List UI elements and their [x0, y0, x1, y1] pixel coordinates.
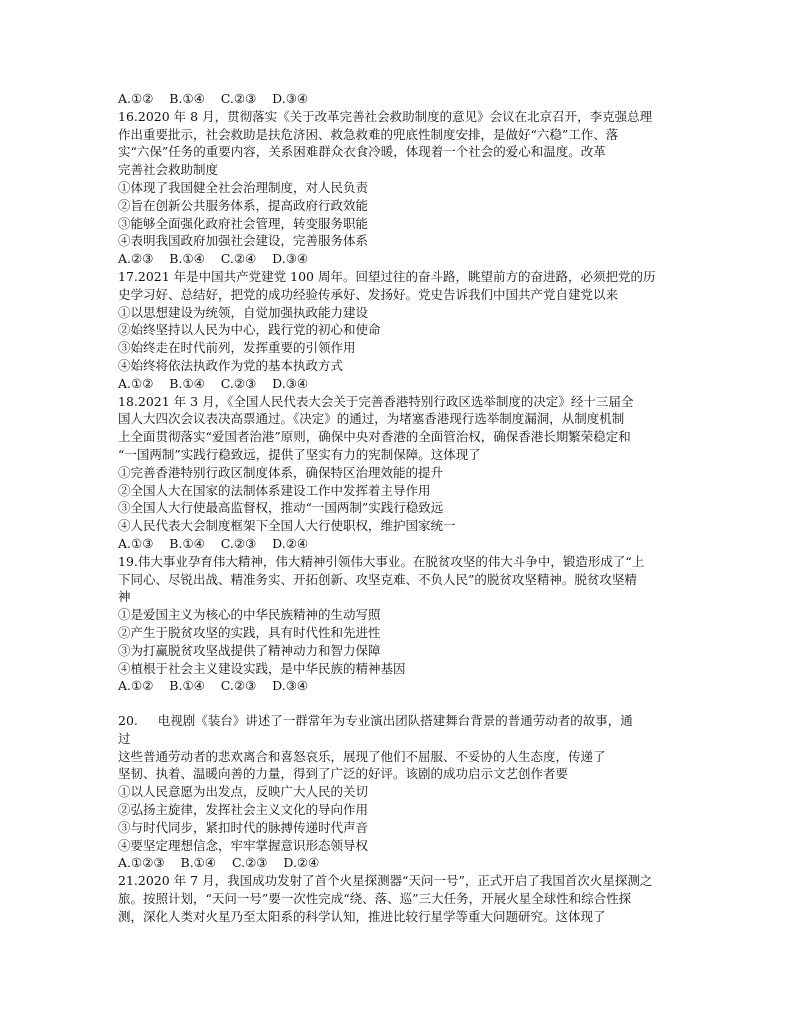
q17-stem-line: 17.2021 年是中国共产党建党 100 周年。回望过往的奋斗路，眺望前方的奋进路，必须把党的历 — [118, 268, 656, 284]
q17-choice-2: ②始终坚持以人民为中心，践行党的初心和使命 — [118, 322, 381, 338]
q20-choice-4: ④要坚定理想信念，牢牢掌握意识形态领导权 — [118, 837, 369, 853]
q20-stem-line: 这些普通劳动者的悲欢离合和喜怒哀乐，展现了他们不屈服、不妥协的人生态度，传递了 — [118, 748, 606, 764]
q19-choice-3: ③为打赢脱贫攻坚战提供了精神动力和智力保障 — [118, 642, 381, 658]
q18-stem-line: 上全面贯彻落实“爱国者治港”原则，确保中央对香港的全面管治权，确保香港长期繁荣稳定和 — [118, 429, 631, 445]
q15-options: A.①② B.①④ C.②③ D.③④ — [118, 91, 309, 106]
q18-choice-3: ③全国人大行使最高监督权，推动“一国两制”实践行稳致远 — [118, 500, 444, 516]
q20-choice-1: ①以人民意愿为出发点，反映广大人民的关切 — [118, 784, 369, 800]
q18-stem-line: 国人大四次会议表决高票通过。《决定》的通过，为堵塞香港现行选举制度漏洞，从制度机制 — [118, 411, 625, 427]
q16-choice-2: ②旨在创新公共服务体系，提高政府行政效能 — [118, 197, 369, 213]
q19-stem-line: 下同心、尽锐出战、精准务实、开拓创新、攻坚克难、不负人民”的脱贫攻坚精神。脱贫攻坚精 — [118, 571, 637, 587]
q21-stem-line: 测，深化人类对火星乃至太阳系的科学认知，推进比较行星学等重大问题研究。这体现了 — [118, 908, 606, 924]
q16-choice-4: ④表明我国政府加强社会建设，完善服务体系 — [118, 233, 369, 249]
q20-choice-2: ②弘扬主旋律，发挥社会主义文化的导向作用 — [118, 802, 369, 818]
question-18 — [118, 393, 678, 553]
q16-stem-line: 完善社会救助制度 — [118, 162, 219, 178]
q18-choice-2: ②全国人大在国家的法制体系建设工作中发挥着主导作用 — [118, 482, 431, 498]
q17-stem-line: 史学习好、总结好，把党的成功经验传承好、发扬好。党史告诉我们中国共产党自建党以来 — [118, 286, 619, 302]
q21-stem-line: 21.2020 年 7 月，我国成功发射了首个火星探测器“天问一号”，正式开启了我国首次火星探测之 — [118, 873, 653, 889]
exam-content — [118, 90, 678, 926]
q19-choice-2: ②产生于脱贫攻坚的实践，具有时代性和先进性 — [118, 624, 381, 640]
q16-stem-line: 实“六保”任务的重要内容，关系困难群众衣食冷暖，体现着一个社会的爱心和温度。改革 — [118, 144, 606, 160]
q17-choice-4: ④始终将依法执政作为党的基本执政方式 — [118, 357, 344, 373]
q19-choice-4: ④植根于社会主义建设实践，是中华民族的精神基因 — [118, 660, 406, 676]
question-20 — [118, 712, 678, 872]
q19-options: A.①② B.①④ C.②③ D.③④ — [118, 678, 309, 694]
blank-spacer — [118, 695, 678, 712]
q20-stem-line: 坚韧、执着、温暖向善的力量，得到了广泛的好评。该剧的成功启示文艺创作者要 — [118, 766, 569, 782]
q19-stem-line: 19.伟大事业孕育伟大精神，伟大精神引领伟大事业。在脱贫攻坚的伟大斗争中，锻造形成了“上 — [118, 553, 645, 569]
q17-choice-1: ①以思想建设为统领，自觉加强执政能力建设 — [118, 304, 369, 320]
question-19 — [118, 553, 678, 695]
question-21 — [118, 872, 678, 925]
q17-choice-3: ③始终走在时代前列，发挥重要的引领作用 — [118, 340, 356, 356]
q19-stem-line: 神 — [118, 589, 131, 605]
q20-options: A.①②③ B.①④ C.②③ D.②④ — [118, 855, 320, 871]
q20-stem-line: 过 — [118, 730, 131, 746]
q20-stem-line: 20. 电视剧《装台》讲述了一群常年为专业演出团队搭建舞台背景的普通劳动者的故事，通 — [118, 713, 633, 729]
q16-stem-line: 16.2020 年 8 月，贯彻落实《关于改革完善社会救助制度的意见》会议在北京召开，李克强总理 — [118, 108, 653, 124]
q18-stem-line: “一国两制”实践行稳致远，提供了坚实有力的宪制保障。这体现了 — [118, 446, 481, 462]
q17-options: A.①② B.①④ C.②③ D.③④ — [118, 375, 309, 391]
q16-choice-1: ①体现了我国健全社会治理制度，对人民负责 — [118, 179, 369, 195]
q18-options: A.①③ B.①④ C.②③ D.②④ — [118, 535, 309, 551]
question-16 — [118, 108, 678, 268]
q21-stem-line: 旅。按照计划，“天问一号”要一次性完成“绕、落、巡”三大任务，开展火星全球性和综合性探 — [118, 891, 632, 907]
q18-choice-4: ④人民代表大会制度框架下全国人大行使职权，维护国家统一 — [118, 518, 456, 534]
q18-stem-line: 18.2021 年 3 月，《全国人民代表大会关于完善香港特别行政区选举制度的决定》经十三届全 — [118, 393, 634, 409]
q19-choice-1: ①是爱国主义为核心的中华民族精神的生动写照 — [118, 607, 381, 623]
q16-stem-line: 作出重要批示，社会救助是扶危济困、救急救难的兜底性制度安排，是做好“六稳”工作、落 — [118, 126, 619, 142]
q20-choice-3: ③与时代同步，紧扣时代的脉搏传递时代声音 — [118, 819, 369, 835]
question-17 — [118, 268, 678, 393]
q18-choice-1: ①完善香港特别行政区制度体系，确保特区治理效能的提升 — [118, 464, 444, 480]
q16-options: A.②③ B.①④ C.②④ D.③④ — [118, 251, 309, 267]
q16-choice-3: ③能够全面强化政府社会管理，转变服务职能 — [118, 215, 369, 231]
